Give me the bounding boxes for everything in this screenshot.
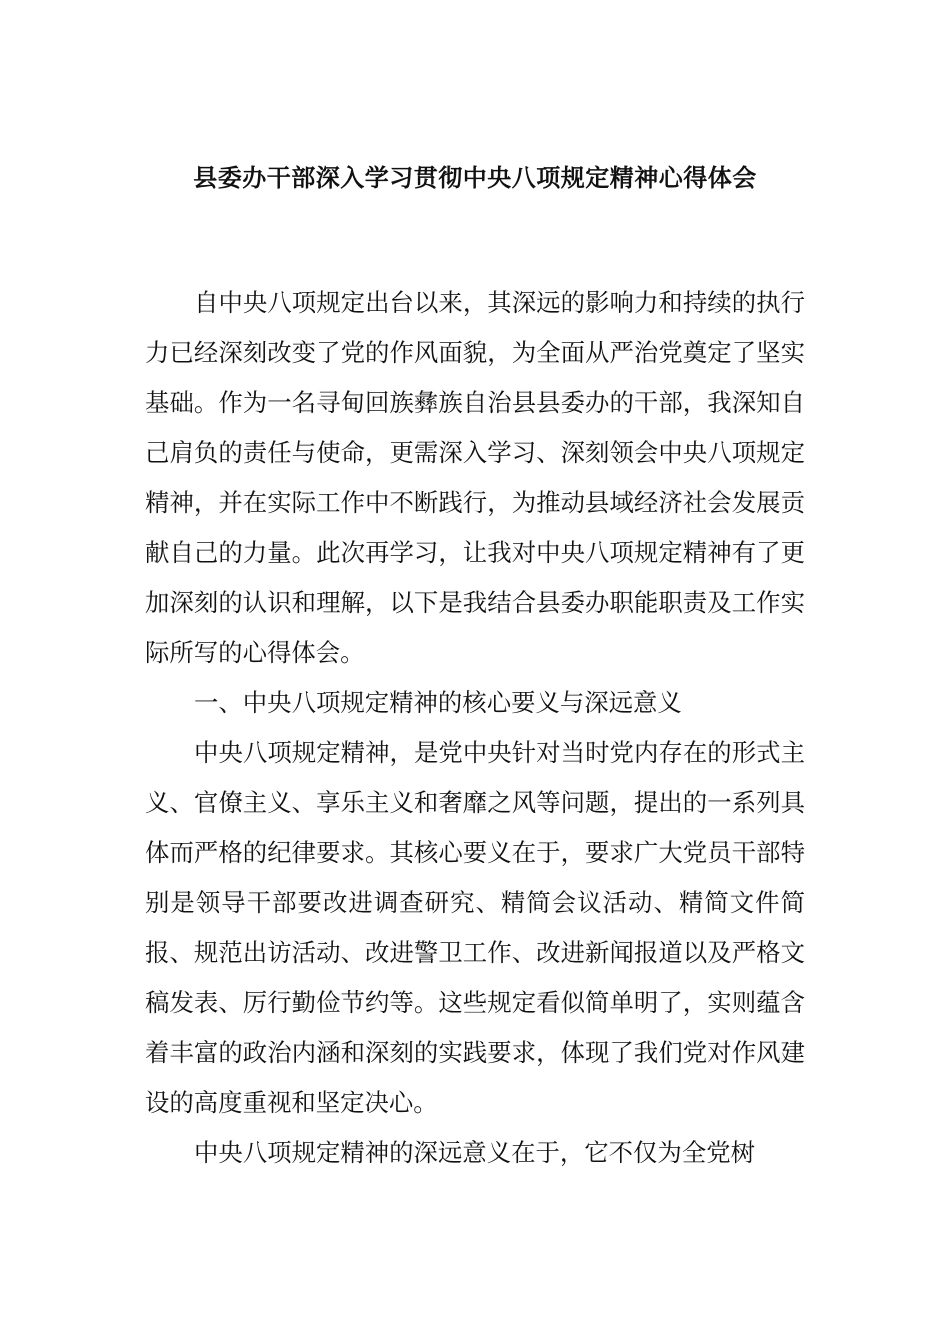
section-1-paragraph-1: 中央八项规定精神，是党中央针对当时党内存在的形式主义、官僚主义、享乐主义和奢靡之风等问题，提出的一系列具体而严格的纪律要求。其核心要义在于，要求广大党员干部特别是领导干部要改进调查研究、精简会议活动、精简文件简报、规范出访活动、改进警卫工作、改进新闻报道以及严格文稿发表、厉行勤俭节约等。这些规定看似简单明了，实则蕴含着丰富的政治内涵和深刻的实践要求，体现了我们党对作风建设的高度重视和坚定决心。	[145, 738, 805, 1117]
intro-paragraph: 自中央八项规定出台以来，其深远的影响力和持续的执行力已经深刻改变了党的作风面貌，为全面从严治党奠定了坚实基础。作为一名寻甸回族彝族自治县县委办的干部，我深知自己肩负的责任与使命，更需深入学习、深刻领会中央八项规定精神，并在实际工作中不断践行，为推动县域经济社会发展贡献自己的力量。此次再学习，让我对中央八项规定精神有了更加深刻的认识和理解，以下是我结合县委办职能职责及工作实际所写的心得体会。	[145, 288, 805, 667]
section-1-paragraph-2: 中央八项规定精神的深远意义在于，它不仅为全党树	[194, 1138, 755, 1167]
section-heading-1: 一、中央八项规定精神的核心要义与深远意义	[194, 688, 682, 717]
document-title: 县委办干部深入学习贯彻中央八项规定精神心得体会	[193, 164, 757, 192]
document-body	[145, 278, 805, 1178]
